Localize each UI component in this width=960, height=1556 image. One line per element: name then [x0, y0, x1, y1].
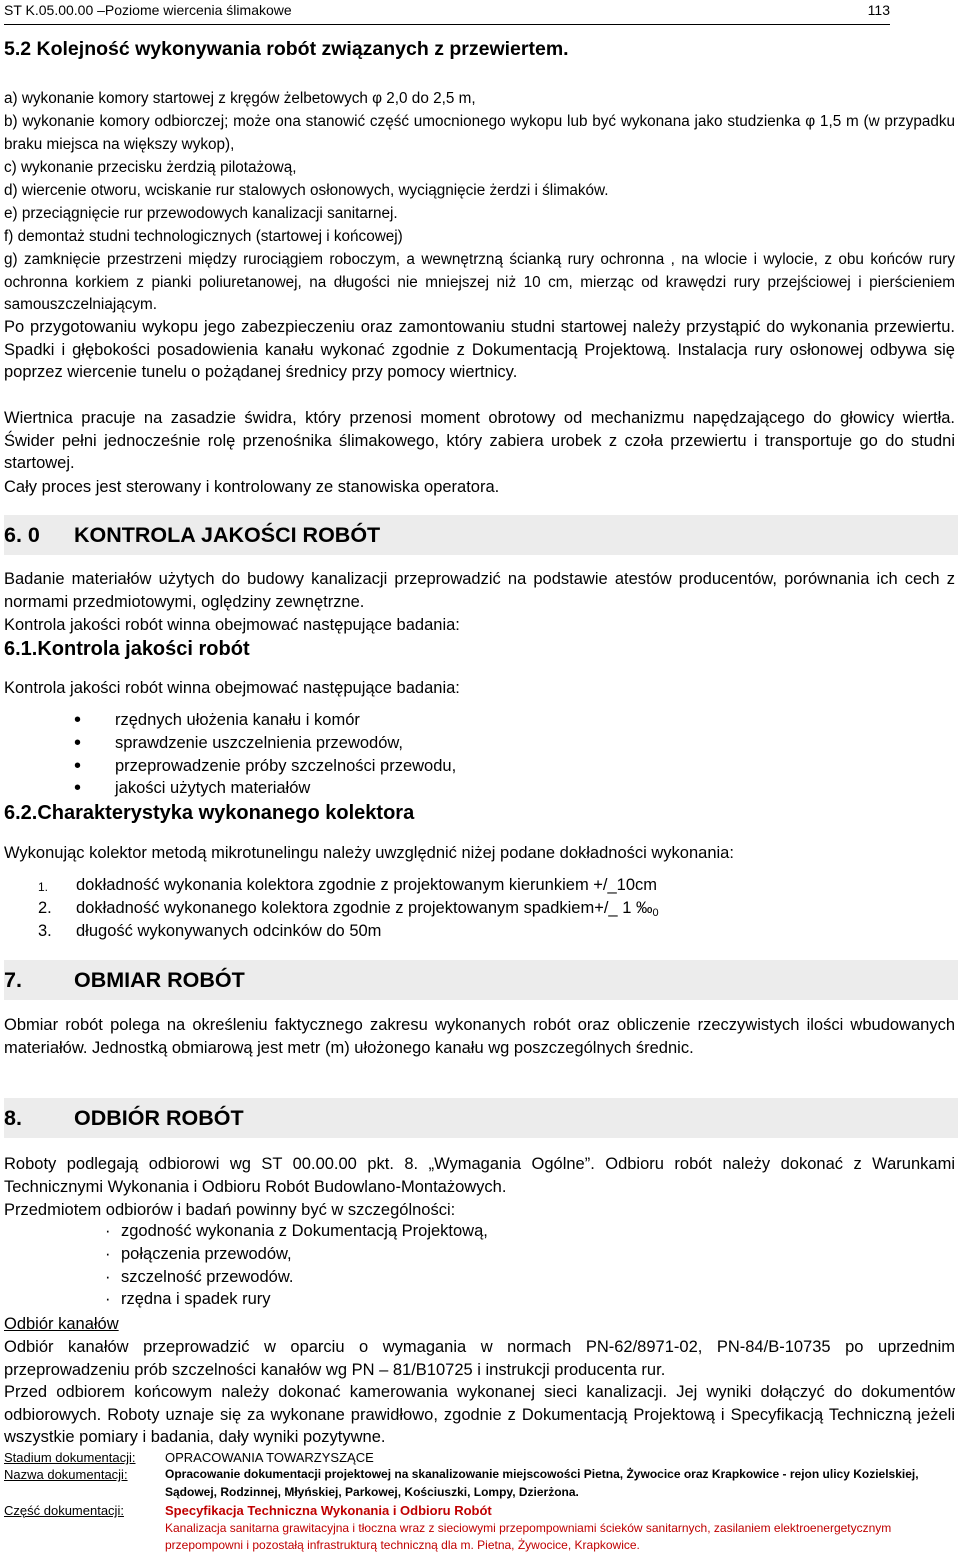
paragraph: Przed odbiorem końcowym należy dokonać kamerowania wykonanej sieci kanalizacji. Jej wyniki dołączyć do dokumentów odbiorowych. Roboty uznaje się za wykonane prawidłowo, zgodnie z Dokumentacją Projektową i Specyfikacją Techniczną jeżeli wszystkie pomiary i badania, dały wyniki pozytywne.: [4, 1383, 955, 1447]
paragraph: b) wykonanie komory odbiorczej; może ona stanowić część umocnionego wykopu lub być wykonana jako studzienka φ 1,5 m (w przypadku braku miejsca na większy wykop),: [4, 113, 955, 153]
section-heading-8: [4, 1098, 958, 1138]
body-paragraph: Cały proces jest sterowany i kontrolowany ze stanowiska operatora.: [4, 478, 500, 496]
bullet-icon: ·: [105, 1245, 111, 1263]
bullet-icon: ·: [105, 1222, 111, 1240]
bullet-icon: •: [74, 732, 82, 754]
bullet-icon: •: [74, 755, 82, 777]
section-heading-title: OBMIAR ROBÓT: [74, 968, 245, 992]
section-title: 5.2 Kolejność wykonywania robót związanych z przewiertem.: [4, 38, 569, 60]
page-header: [4, 2, 890, 25]
paragraph: Przedmiotem odbiorów i badań powinny być w szczególności:: [4, 1201, 456, 1219]
paragraph: Kontrola jakości robót winna obejmować następujące badania:: [4, 616, 460, 634]
bullet-icon: •: [74, 777, 82, 799]
bullet-icon: ·: [105, 1290, 111, 1308]
section-heading-6: [4, 515, 958, 555]
paragraph: Wykonując kolektor metodą mikrotunelingu należy uwzględnić niżej podane dokładności wykonania:: [4, 844, 734, 862]
paragraph: g) zamknięcie przestrzeni między rurociągiem roboczym, a wewnętrzną ścianką rury ochronna , na wlocie i wylocie, z obu końców rury ochronna korkiem z pianki poliuretanowej, na długości nie mniejszej niż 10 cm, mierząc od krawędzi rury przejściowej i pierścieniem samouszczelniającym.: [4, 251, 955, 313]
subsection-title: 6.1.Kontrola jakości robót: [4, 638, 250, 660]
subheading-underlined: Odbiór kanałów: [4, 1315, 119, 1333]
paragraph: f) demontaż studni technologicznych (startowej i końcowej): [4, 228, 403, 245]
doc-code: ST K.05.00.00 –Poziome wiercenia ślimakowe: [4, 2, 292, 18]
bullet-icon: •: [74, 709, 82, 731]
section-number: 8.: [4, 1106, 22, 1130]
paragraph: a) wykonanie komory startowej z kręgów żelbetowych φ 2,0 do 2,5 m,: [4, 90, 476, 107]
paragraph: Obmiar robót polega na określeniu faktycznego zakresu wykonanych robót oraz obliczenie rzeczywistych ilości wbudowanych materiałów. Jednostką obmiarową jest metr (m) ułożonego kanału wg poszczególnych średnic.: [4, 1016, 955, 1057]
paragraph: c) wykonanie przecisku żerdzią pilotażową,: [4, 159, 297, 176]
paragraph: Roboty podlegają odbiorowi wg ST 00.00.00 pkt. 8. „Wymagania Ogólne”. Odbioru robót należy dokonać z Warunkami Technicznymi Wykonania i Odbioru Robót Budowlano-Montażowych.: [4, 1155, 955, 1196]
section-heading-7: [4, 960, 958, 1000]
paragraph: d) wiercenie otworu, wciskanie rur stalowych osłonowych, wyciągnięcie żerdzi i ślimaków.: [4, 182, 609, 199]
bullet-icon: ·: [105, 1268, 111, 1286]
paragraph: Badanie materiałów użytych do budowy kanalizacji przeprowadzić na podstawie atestów producentów, porównania ich cech z normami przedmiotowymi, oględziny zewnętrzne.: [4, 570, 955, 611]
section-heading-title: ODBIÓR ROBÓT: [74, 1106, 244, 1130]
paragraph: Kontrola jakości robót winna obejmować następujące badania:: [4, 679, 460, 697]
paragraph: Odbiór kanałów przeprowadzić w oparciu o wymagania w normach PN-62/8971-02, PN-84/B-10735 po uprzednim przeprowadzeniu prób szczelności kanałów wg PN – 81/B10725 i instrukcji producenta rur.: [4, 1338, 955, 1379]
section-number: 7.: [4, 968, 22, 992]
subsection-title: 6.2.Charakterystyka wykonanego kolektora: [4, 802, 415, 824]
body-paragraph: Wiertnica pracuje na zasadzie świdra, który przenosi moment obrotowy od mechanizmu napędzającego do głowicy wiertła. Świder pełni jednocześnie rolę przenośnika ślimakowego, który zabiera urobek z czoła przewiertu i transportuje go do studni startowej.: [4, 409, 955, 473]
section-number: 6. 0: [4, 523, 40, 547]
body-paragraph: Po przygotowaniu wykopu jego zabezpieczeniu oraz zamontowaniu studni startowej należy przystąpić do wykonania przewiertu. Spadki i głębokości posadowienia kanału wykonać zgodnie z Dokumentacją Projektową. Instalacja rury osłonowej odbywa się poprzez wiercenie tunelu o pożądanej średnicy przy pomocy wiertnicy.: [4, 318, 955, 382]
page-number: 113: [867, 2, 890, 18]
paragraph: e) przeciągnięcie rur przewodowych kanalizacji sanitarnej.: [4, 205, 398, 222]
section-heading-title: KONTROLA JAKOŚCI ROBÓT: [74, 523, 381, 547]
